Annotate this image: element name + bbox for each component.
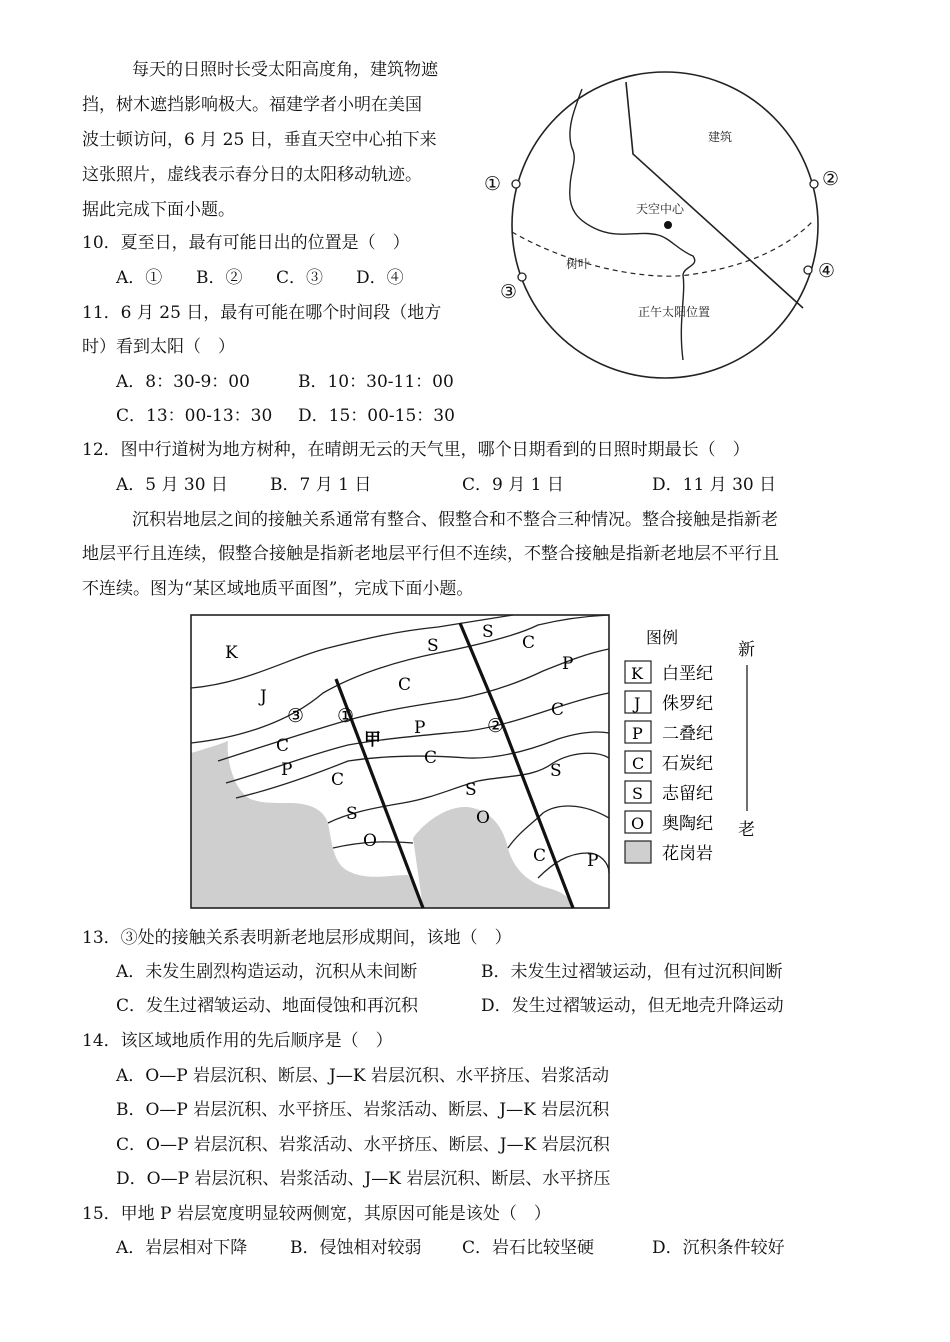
label-c-3: C <box>551 700 565 720</box>
legend-new: 新 <box>738 640 755 660</box>
label-c-5: C <box>331 770 345 790</box>
q14-option-d[interactable]: D．O—P 岩层沉积、岩浆活动、J—K 岩层沉积、断层、水平挤压 <box>116 1169 611 1189</box>
legend-item-c <box>625 751 713 774</box>
q15-option-a[interactable]: A．岩层相对下降 <box>116 1238 248 1258</box>
label-c-7: C <box>533 846 547 866</box>
map-marker-1: ① <box>337 705 355 727</box>
svg-text:S: S <box>632 784 643 803</box>
marker-2-label: ② <box>822 168 840 190</box>
q11-option-b[interactable]: B．10：30-11：00 <box>298 372 454 392</box>
q14-option-c[interactable]: C．O—P 岩层沉积、岩浆活动、水平挤压、断层、J—K 岩层沉积 <box>116 1135 610 1155</box>
q14-option-b[interactable]: B．O—P 岩层沉积、水平挤压、岩浆活动、断层、J—K 岩层沉积 <box>116 1100 610 1120</box>
label-p-4: P <box>587 851 599 871</box>
q10-option-a[interactable]: A．① <box>116 268 163 288</box>
tree-outline <box>570 89 695 360</box>
intro1-line-4: 这张照片，虚线表示春分日的太阳移动轨迹。 <box>82 165 422 185</box>
q13-option-b[interactable]: B．未发生过褶皱运动，但有过沉积间断 <box>481 962 783 982</box>
q15-option-b[interactable]: B．侵蚀相对较弱 <box>290 1238 422 1258</box>
granite-area <box>191 741 423 908</box>
intro1-line-3: 波士顿访问，6 月 25 日，垂直天空中心拍下来 <box>82 130 437 150</box>
q11-option-d[interactable]: D．15：00-15：30 <box>298 406 455 426</box>
legend-item-granite <box>625 841 713 864</box>
svg-text:白垩纪: 白垩纪 <box>662 664 713 684</box>
label-c-4: C <box>276 736 290 756</box>
marker-1-dot <box>512 180 520 188</box>
label-p-3: P <box>281 760 293 780</box>
strata-line-6 <box>508 806 609 848</box>
marker-3-dot <box>518 273 526 281</box>
sky-center-label: 天空中心 <box>636 202 685 216</box>
map-marker-2: ② <box>487 715 505 737</box>
geologic-map-figure <box>188 613 768 911</box>
svg-text:侏罗纪: 侏罗纪 <box>662 694 713 714</box>
marker-4-label: ④ <box>818 260 836 282</box>
legend-item-k <box>625 661 713 684</box>
q12-option-d[interactable]: D．11 月 30 日 <box>652 475 777 495</box>
label-s-1: S <box>427 636 439 656</box>
map-marker-3: ③ <box>287 705 305 727</box>
label-p-2: P <box>414 718 426 738</box>
svg-text:二叠纪: 二叠纪 <box>662 724 713 744</box>
svg-text:J: J <box>634 694 641 713</box>
label-o-2: O <box>476 808 490 828</box>
noon-sun-label: 正午太阳位置 <box>638 305 711 319</box>
intro1-line-5: 据此完成下面小题。 <box>82 200 235 220</box>
svg-text:志留纪: 志留纪 <box>662 784 713 804</box>
marker-2-dot <box>810 180 818 188</box>
svg-text:P: P <box>632 724 643 743</box>
intro1-line-1: 每天的日照时长受太阳高度角，建筑物遮 <box>132 60 438 80</box>
q10-stem: 10．夏至日，最有可能日出的位置是（ ） <box>82 233 410 253</box>
label-o-1: O <box>363 831 377 851</box>
q13-stem: 13．③处的接触关系表明新老地层形成期间，该地（ ） <box>82 928 512 948</box>
marker-4-dot <box>804 266 812 274</box>
intro2-line-2: 地层平行且连续，假整合接触是指新老地层平行但不连续，不整合接触是指新老地层不平行且 <box>82 544 779 564</box>
label-j: J <box>260 687 267 707</box>
svg-text:C: C <box>632 754 645 773</box>
q12-option-a[interactable]: A．5 月 30 日 <box>116 475 228 495</box>
q15-option-c[interactable]: C．岩石比较坚硬 <box>462 1238 595 1258</box>
label-p-1: P <box>562 654 574 674</box>
q10-option-b[interactable]: B．② <box>196 268 243 288</box>
intro2-line-3: 不连续。图为“某区域地质平面图”，完成下面小题。 <box>82 579 474 599</box>
granite-area-2 <box>413 807 573 908</box>
sky-photo-figure <box>478 70 858 390</box>
label-c-6: C <box>424 748 438 768</box>
label-s-4: S <box>465 780 477 800</box>
intro2-line-1: 沉积岩地层之间的接触关系通常有整合、假整合和不整合三种情况。整合接触是指新老 <box>132 510 778 530</box>
label-c-2: C <box>398 675 412 695</box>
legend-old: 老 <box>738 820 755 840</box>
marker-3-label: ③ <box>500 281 518 303</box>
label-s-2: S <box>482 622 494 642</box>
label-s-3: S <box>550 761 562 781</box>
q14-stem: 14．该区域地质作用的先后顺序是（ ） <box>82 1031 393 1051</box>
q12-option-b[interactable]: B．7 月 1 日 <box>270 475 372 495</box>
label-c-1: C <box>522 633 536 653</box>
q13-option-c[interactable]: C．发生过褶皱运动、地面侵蚀和再沉积 <box>116 996 419 1016</box>
q15-stem: 15．甲地 P 岩层宽度明显较两侧宽，其原因可能是该处（ ） <box>82 1204 551 1224</box>
q11-option-a[interactable]: A．8：30-9：00 <box>116 372 250 392</box>
k-j-boundary <box>191 615 513 688</box>
legend-title: 图例 <box>646 628 679 647</box>
legend-item-j <box>625 691 713 714</box>
svg-text:石炭纪: 石炭纪 <box>662 754 713 774</box>
q11-stem-line-1: 11．6 月 25 日，最有可能在哪个时间段（地方 <box>82 303 442 323</box>
marker-1-label: ① <box>484 173 502 195</box>
building-label: 建筑 <box>708 130 733 144</box>
svg-text:奥陶纪: 奥陶纪 <box>662 814 713 834</box>
q14-option-a[interactable]: A．O—P 岩层沉积、断层、J—K 岩层沉积、水平挤压、岩浆活动 <box>116 1066 609 1086</box>
building-outline <box>626 82 803 308</box>
map-marker-jia: 甲 <box>364 730 381 750</box>
svg-text:K: K <box>631 664 643 683</box>
q15-option-d[interactable]: D．沉积条件较好 <box>652 1238 785 1258</box>
q11-stem-line-2: 时）看到太阳（ ） <box>82 337 235 357</box>
label-k: K <box>225 643 238 663</box>
q11-option-c[interactable]: C．13：00-13：30 <box>116 406 273 426</box>
sky-center-dot <box>664 221 672 229</box>
label-s-5: S <box>346 804 358 824</box>
q13-option-a[interactable]: A．未发生剧烈构造运动，沉积从未间断 <box>116 962 418 982</box>
legend-item-o <box>625 811 713 834</box>
q12-stem: 12．图中行道树为地方树种，在晴朗无云的天气里，哪个日期看到的日照时期最长（ ） <box>82 440 750 460</box>
legend-item-p <box>625 721 713 744</box>
svg-text:花岗岩: 花岗岩 <box>662 844 713 864</box>
q10-option-c[interactable]: C．③ <box>276 268 324 288</box>
q12-option-c[interactable]: C．9 月 1 日 <box>462 475 564 495</box>
intro1-line-2: 挡，树木遮挡影响极大。福建学者小明在美国 <box>82 95 422 115</box>
q10-option-d[interactable]: D．④ <box>356 268 404 288</box>
q13-option-d[interactable]: D．发生过褶皱运动，但无地壳升降运动 <box>481 996 784 1016</box>
tree-label: 树叶 <box>566 257 591 271</box>
svg-text:O: O <box>631 814 645 833</box>
legend-item-s <box>625 781 713 804</box>
equinox-sun-path <box>512 220 814 276</box>
